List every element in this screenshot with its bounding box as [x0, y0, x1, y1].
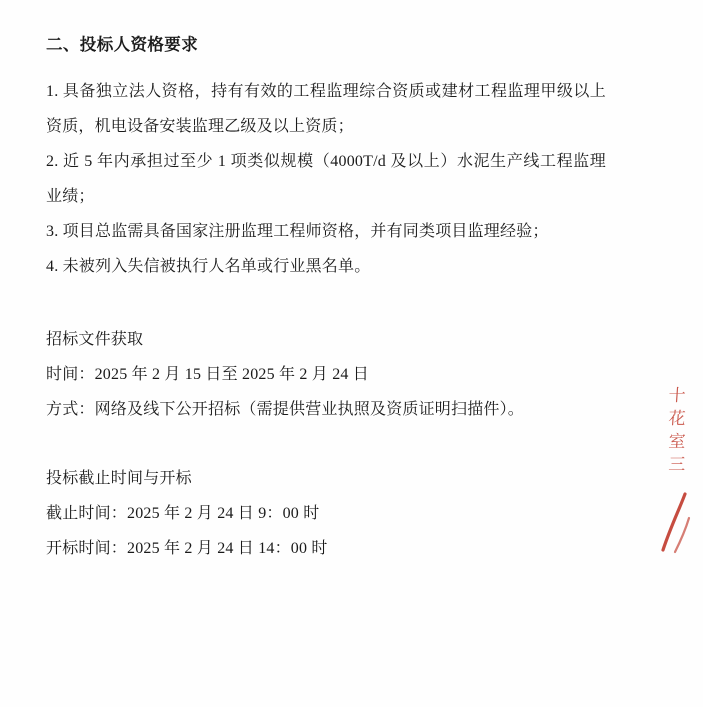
bid-deadline-line: 截止时间：2025 年 2 月 24 日 9：00 时: [46, 505, 320, 522]
seal-char-2: 花: [667, 408, 687, 428]
seal-characters: [657, 385, 697, 477]
seal-char-1: 十: [667, 386, 687, 405]
requirement-item-4: 4. 未被列入失信被执行人名单或行业黑名单。: [46, 258, 371, 275]
acquisition-time-line: 时间：2025 年 2 月 15 日至 2025 年 2 月 24 日: [46, 366, 370, 383]
spacer: [46, 427, 606, 461]
requirement-item-2: 2. 近 5 年内承担过至少 1 项类似规模（4000T/d 及以上）水泥生产线工程监理业绩；: [46, 153, 606, 205]
spacer: [46, 284, 606, 322]
document-body: [46, 30, 606, 566]
requirement-item-3: 3. 项目总监需具备国家注册监理工程师资格，并有同类项目监理经验；: [46, 223, 549, 240]
seal-char-3: 室: [667, 431, 687, 451]
acquisition-method-line: 方式：网络及线下公开招标（需提供营业执照及资质证明扫描件）。: [46, 401, 525, 418]
red-seal-artwork: [651, 0, 703, 707]
seal-brushstroke-icon: [659, 492, 693, 554]
requirement-item-1: 1. 具备独立法人资格，持有有效的工程监理综合资质或建材工程监理甲级以上资质，机电设备安装监理乙级及以上资质；: [46, 83, 606, 135]
deadline-title: 投标截止时间与开标: [46, 470, 192, 487]
acquisition-title: 招标文件获取: [46, 331, 144, 348]
section-heading: 二、投标人资格要求: [46, 35, 199, 54]
bid-opening-line: 开标时间：2025 年 2 月 24 日 14：00 时: [46, 540, 328, 557]
seal-char-4: 三: [667, 454, 687, 474]
